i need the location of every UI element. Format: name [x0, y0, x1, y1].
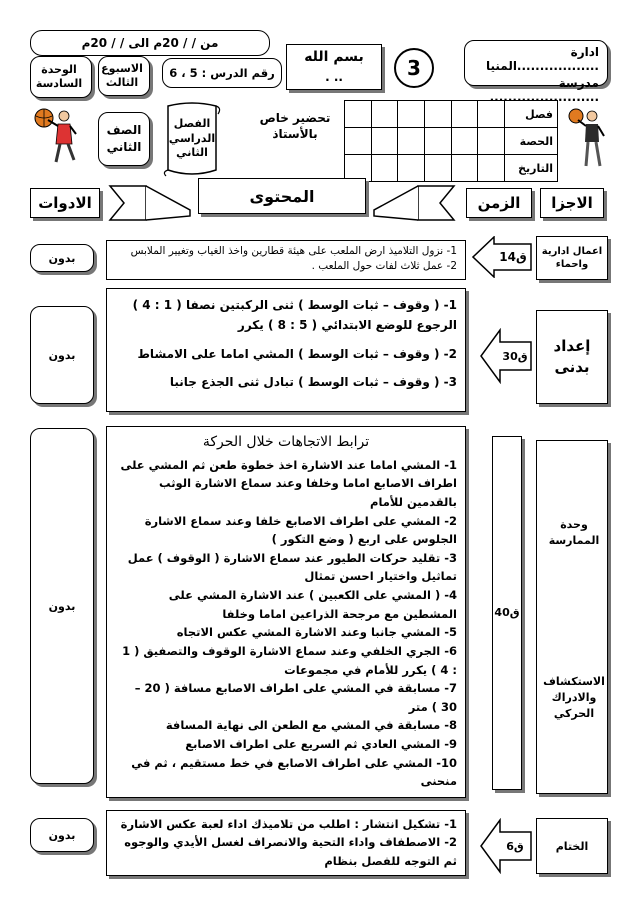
section-4-content: [106, 810, 466, 876]
section-3-item-10: 10- المشي على اطراف الاصابع في خط مستقيم ، ثم في منحنى: [131, 755, 457, 789]
bismillah-box: [286, 44, 382, 90]
section-3-item-5: 5- المشي جانبا وعند الاشارة المشي عكس الاتجاه: [176, 625, 457, 640]
bismillah-dots: .. .: [325, 70, 343, 84]
section-2-item-2: 2- ( وقوف – ثبات الوسط ) المشي اماما على الامشاط: [137, 346, 457, 361]
administration-box: [464, 40, 608, 104]
section-3-tools: بدون: [30, 428, 94, 784]
section-4-item-2: 2- الاصطفاف واداء التحية والانصراف لغسل الأيدي والوجوه ثم التوجه للفصل بنظام: [124, 835, 457, 868]
school-line: مدرسة ........................: [489, 76, 599, 104]
tools-column-header: الادوات: [30, 188, 100, 218]
term-scroll: [160, 100, 224, 180]
section-1-time: 14ق: [499, 250, 527, 264]
lesson-number-box: [162, 58, 282, 88]
section-3-item-7: 7- مسابقة في المشي على اطراف الاصابع مسافة ( 20 – 30 ) متر: [134, 681, 457, 714]
section-1-item-2: 2- عمل ثلاث لفات حول الملعب .: [311, 260, 457, 273]
date-range: [30, 30, 270, 56]
section-3-item-1: 1- المشي اماما عند الاشارة اخذ خطوة طعن ثم المشي على اطراف الاصابع اماما وخلفا وعند سماع الاشارة الوثب بالقدمين للأمام: [120, 457, 457, 509]
bismillah-text: بسم الله: [304, 49, 364, 65]
section-4-part: [536, 818, 608, 874]
section-3-item-8: 8- مسابقة في المشي مع الطعن الى نهاية المسافة: [165, 718, 457, 733]
basketball-player-right-icon: [566, 106, 610, 172]
section-1-part-label: اعمال ادارية واحماء: [541, 245, 603, 270]
content-banner: [106, 176, 458, 226]
section-2-tools: بدون: [30, 306, 94, 404]
time-column-header: الزمن: [466, 188, 532, 218]
section-3-part: [536, 440, 608, 794]
section-2-part: [536, 310, 608, 404]
lesson-number: رقم الدرس : 5 ، 6: [169, 66, 275, 80]
section-4-tools: بدون: [30, 818, 94, 852]
week-box: [98, 56, 150, 96]
section-3-time-box: [492, 436, 522, 790]
section-4-time-arrow: [480, 818, 532, 874]
section-2-time: 30ق: [502, 349, 528, 363]
section-3-item-9: 9- المشي العادي ثم السريع على اطراف الاصابع: [185, 737, 457, 752]
section-3-part-label: وحدة الممارسة: [548, 518, 600, 547]
section-3-item-6: 6- الجري الخلفي وعند سماع الاشارة الوقوف والتصفيق ( 1 : 4 ) يكرر للأمام في مجموعات: [122, 643, 457, 677]
content-column-header: المحتوى: [198, 178, 366, 214]
section-4-time: 6ق: [506, 839, 524, 853]
section-2-content: [106, 288, 466, 412]
parts-column-header: الاجزا: [540, 188, 604, 218]
section-3-subtitle: ترابط الاتجاهات خلال الحركة: [202, 434, 370, 450]
unit-box: [30, 56, 92, 98]
section-1-item-1: 1- نزول التلاميذ ارض الملعب على هيئة قطارين واخذ الغياب وتغيير الملابس: [130, 245, 457, 257]
basketball-player-left-icon: [30, 104, 82, 168]
section-1-content: [106, 240, 466, 280]
grade-box: [98, 112, 150, 166]
section-3-item-2: 2- المشي على اطراف الاصابع خلفا وعند سماع الاشارة الجلوس على اربع ( وضع التكور ): [144, 513, 457, 547]
week-label: الاسبوع الثالث: [101, 61, 143, 89]
grid-label-date: التاريخ: [518, 161, 553, 175]
section-2-part-label: إعداد بدنى: [553, 337, 591, 376]
admin-line: ادارة ..................المنيا: [485, 45, 599, 73]
section-1-part: [536, 236, 608, 280]
section-4-item-1: 1- تشكيل انتشار : اطلب من تلاميذك اداء لعبة عكس الاشارة: [120, 817, 457, 831]
section-3-part-label-2: الاستكشاف والادراك الحركي: [543, 675, 605, 720]
grid-label-period: الحصة: [519, 134, 553, 148]
section-3-item-3: 3- تقليد حركات الطيور عند سماع الاشارة ( الوقوف ) عمل تماثيل واختيار احسن تمثال: [127, 550, 457, 584]
unit-number: 3: [407, 56, 421, 80]
section-1-time-arrow: [472, 236, 532, 278]
unit-label: الوحدة السادسة: [35, 62, 83, 90]
section-3-item-4: 4- ( المشي على الكعبين ) عند الاشارة المشي على المشطين مع مرجحة الذراعين اماما وخلفا: [168, 588, 457, 621]
section-1-tools: بدون: [30, 244, 94, 272]
teacher-prep: [250, 106, 340, 146]
unit-number-circle: [394, 48, 434, 88]
grid-label-class: فصل: [525, 107, 553, 121]
section-3-time: 40ق: [494, 605, 520, 619]
schedule-grid: [344, 100, 558, 182]
section-4-part-label: الختام: [555, 839, 589, 853]
section-2-item-1: 1- ( وقوف – ثبات الوسط ) ثنى الركبتين نصفا ( 1 : 4 ) الرجوع للوضع الابتدائي ( 5 : 8 ) يكرر: [132, 298, 457, 333]
section-3-content: [106, 426, 466, 798]
date-range-text: من / / 20م الى / / 20م: [81, 36, 219, 50]
section-2-time-arrow: [480, 328, 532, 384]
grade-label: الصف الثاني: [106, 123, 142, 154]
term-label: الفصل الدراسي الثاني: [168, 116, 216, 160]
section-2-item-3: 3- ( وقوف – ثبات الوسط ) تبادل ثنى الجذع جانبا: [169, 375, 457, 390]
teacher-prep-text: تحضير خاص بالأستاذ: [259, 110, 331, 141]
